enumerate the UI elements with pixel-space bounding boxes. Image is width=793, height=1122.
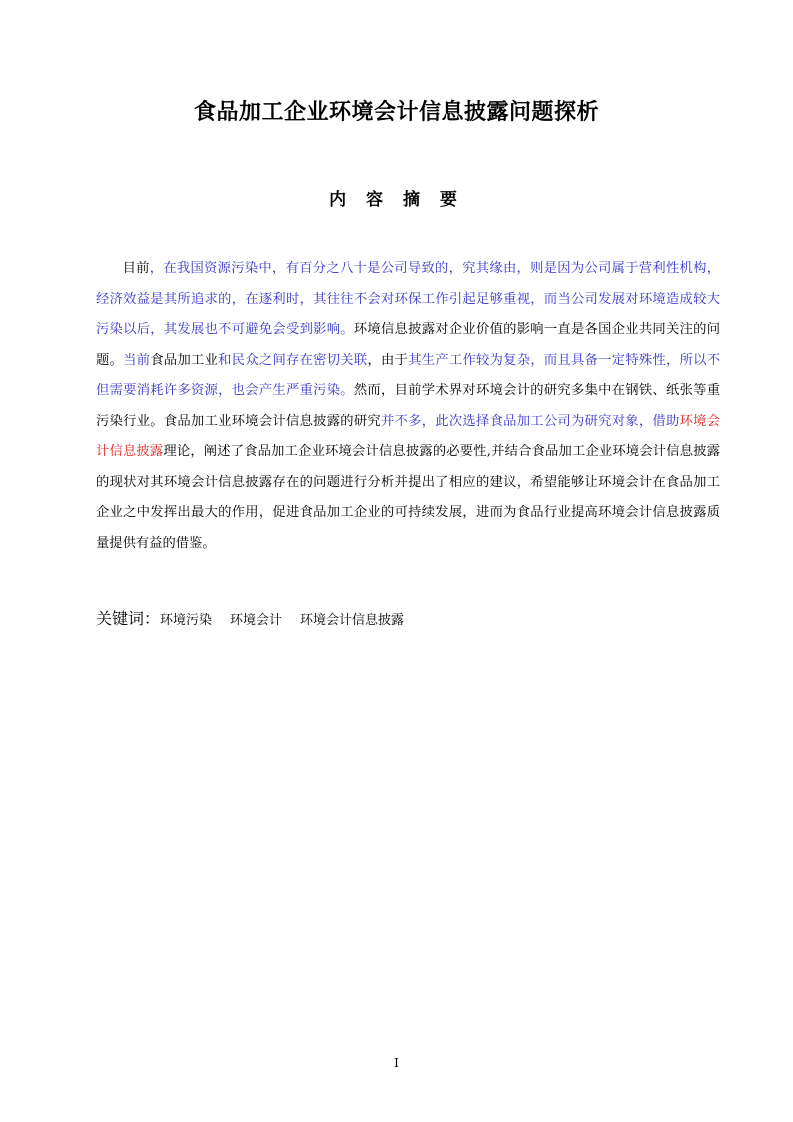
keyword: 环境会计信息披露: [300, 613, 405, 628]
abstract-segment-highlight: 环境会计信息披露: [96, 413, 721, 459]
abstract-segment: 食品加工业: [150, 352, 219, 368]
abstract-segment: 和民众之间存在密切关联: [218, 352, 368, 368]
abstract-heading: 内 容 摘 要: [329, 190, 464, 210]
abstract-segment: 环境信息披露对企业价值的影响一直是各国企业共同关注的问题。: [96, 322, 721, 368]
abstract-segment: 其生产工作较为复杂，而且具备一定特殊性，所以不但需要消耗许多资源，也会产生严重污染。: [96, 352, 721, 398]
keywords-line: [96, 606, 720, 634]
abstract-segment: 然而，目前学术界对环境会计的研究多集中在钢铁、纸张等重污染行业。食品加工业环境会计信息披露的研究: [96, 383, 721, 429]
abstract-paragraph: [96, 254, 720, 559]
abstract-segment: 理论，阐述了食品加工企业环境会计信息披露的必要性,并结合食品加工企业环境会计信息披露的现状对其环境会计信息披露存在的问题进行分析并提出了相应的建议，希望能够让环境会计在食品加工企业之中发挥出最大的作用，促进食品加工企业的可持续发展，进而为食品行业提高环境会计信息披露质量提供有益的借鉴。: [96, 444, 721, 551]
keywords-label: 关键词：: [96, 609, 161, 628]
keyword: 环境污染: [160, 613, 213, 628]
abstract-segment: 并不多，此次选择食品加工公司为研究对象，借助: [381, 413, 680, 429]
page-title: 食品加工企业环境会计信息披露问题探析: [193, 99, 599, 125]
abstract-segment: 当前: [123, 352, 151, 368]
abstract-segment: ，由于: [367, 352, 409, 368]
keyword: 环境会计: [230, 613, 283, 628]
abstract-segment: ，在我国资源污染中，有百分之八十是公司导致的，究其缘由，则是因为公司属于营利性机构，经济效益是其所追求的，在逐利时，其往往不会对环保工作引起足够重视，而当公司发展对环境造成较大污染以后，其发展也不可避免会受到影响。: [96, 261, 721, 337]
page-number: I: [394, 1056, 399, 1070]
abstract-segment: 目前: [122, 261, 150, 276]
